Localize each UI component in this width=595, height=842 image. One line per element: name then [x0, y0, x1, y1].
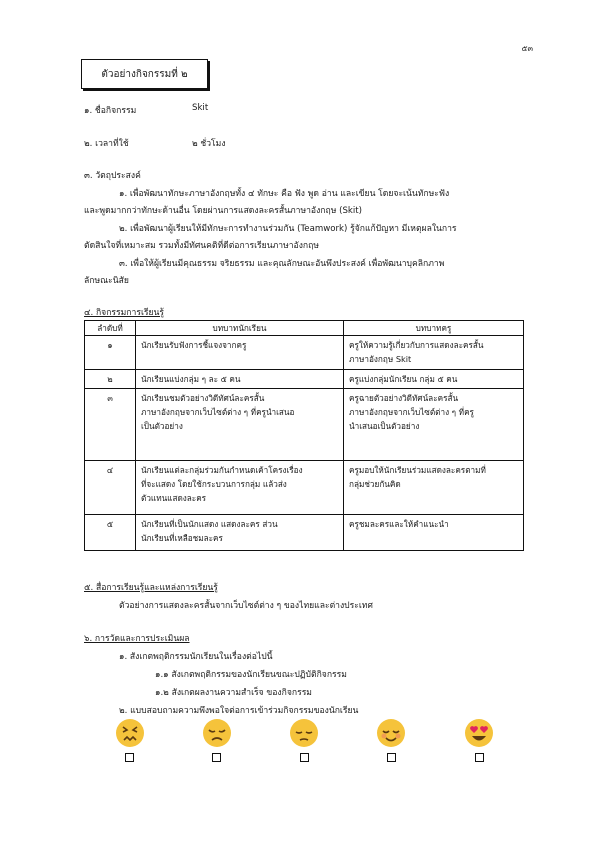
table-row [85, 515, 524, 551]
activities-heading: ๔. กิจกรรมการเรียนรู้ [84, 308, 165, 318]
disappointed-face-icon [202, 718, 232, 748]
rating-checkbox-2[interactable] [212, 753, 221, 762]
objective-3-line-2: ลักษณะนิสัย [84, 276, 129, 286]
cell-line: นำเสนอเป็นตัวอย่าง [349, 421, 420, 431]
row-number: ๒ [85, 370, 136, 389]
relieved-face-icon [376, 718, 406, 748]
activity-title-box [81, 59, 208, 89]
objective-1-line-2: และพูดมากกว่าทักษะด้านอื่น โดยผ่านการแสดงละครสั้นภาษาอังกฤษ (Skit) [84, 206, 362, 216]
objective-2-line-2: ตัดสินใจที่เหมาะสม รวมทั้งมีทัศนคติที่ดีต่อการเรียนภาษาอังกฤษ [84, 241, 319, 251]
row-number: ๕ [85, 515, 136, 551]
evaluation-heading: ๖. การวัดและการประเมินผล [84, 634, 190, 644]
cell-line: เป็นตัวอย่าง [141, 421, 183, 431]
cell-line: นักเรียนที่เหลือชมละคร [141, 533, 223, 543]
cell-line: ตัวแทนแสดงละคร [141, 493, 207, 503]
cell-line: นักเรียนรับฟังการชี้แจงจากครู [141, 340, 247, 350]
header-teacher-role: บทบาทครู [344, 321, 524, 336]
cell-line: นักเรียนแบ่งกลุ่ม ๆ ละ ๕ คน [141, 374, 241, 384]
table-row [85, 336, 524, 370]
evaluation-item-1-1: ๑.๑ สังเกตพฤติกรรมของนักเรียนขณะปฏิบัติกิจกรรม [155, 670, 347, 680]
teacher-role-cell [344, 389, 524, 461]
activity-title: ตัวอย่างกิจกรรมที่ ๒ [101, 68, 188, 80]
teacher-role-cell [344, 336, 524, 370]
row-number: ๓ [85, 389, 136, 461]
cell-line: ครูฉายตัวอย่างวิดีทัศน์ละครสั้น [349, 393, 459, 403]
teacher-role-cell [344, 461, 524, 515]
page-number: ๕๓ [521, 44, 533, 53]
cell-line: กลุ่มช่วยกันคิด [349, 479, 401, 489]
teacher-role-cell [344, 370, 524, 389]
cell-line: ภาษาอังกฤษจากเว็บไซต์ต่าง ๆ ที่ครูนำเสนอ [141, 407, 295, 417]
rating-checkbox-5[interactable] [475, 753, 484, 762]
student-role-cell [136, 336, 344, 370]
cell-line: ครูมอบให้นักเรียนร่วมแสดงละครตามที่ [349, 465, 486, 475]
evaluation-item-1-2: ๑.๒ สังเกตผลงานความสำเร็จ ของกิจกรรม [155, 688, 312, 698]
activity-name-value: Skit [192, 103, 209, 113]
cell-line: ที่จะแสดง โดยใช้กระบวนการกลุ่ม แล้วส่ง [141, 479, 287, 489]
cell-line: นักเรียนแต่ละกลุ่มร่วมกันกำหนดเค้าโครงเรื่อง [141, 465, 303, 475]
time-value: ๒ ชั่วโมง [192, 139, 226, 149]
table-row [85, 461, 524, 515]
cell-line: ครูชมละครและให้คำแนะนำ [349, 519, 449, 529]
row-number: ๑ [85, 336, 136, 370]
heart-eyes-face-icon [464, 718, 494, 748]
row-number: ๔ [85, 461, 136, 515]
cell-line: ภาษาอังกฤษจากเว็บไซต์ต่าง ๆ ที่ครู [349, 407, 474, 417]
activities-table [84, 320, 524, 551]
confounded-face-icon [115, 718, 145, 748]
cell-line: นักเรียนที่เป็นนักแสดง แสดงละคร ส่วน [141, 519, 278, 529]
table-row [85, 389, 524, 461]
student-role-cell [136, 461, 344, 515]
header-order: ลำดับที่ [85, 321, 136, 336]
student-role-cell [136, 515, 344, 551]
student-role-cell [136, 389, 344, 461]
time-label: ๒. เวลาที่ใช้ [84, 139, 129, 149]
rating-checkbox-3[interactable] [300, 753, 309, 762]
objective-2-line-1: ๒. เพื่อพัฒนาผู้เรียนให้มีทักษะการทำงานร่วมกัน (Teamwork) รู้จักแก้ปัญหา มีเหตุผลในการ [119, 224, 457, 234]
evaluation-item-2: ๒. แบบสอบถามความพึงพอใจต่อการเข้าร่วมกิจกรรมของนักเรียน [119, 706, 359, 716]
cell-line: นักเรียนชมตัวอย่างวิดีทัศน์ละครสั้น [141, 393, 265, 403]
rating-checkbox-1[interactable] [125, 753, 134, 762]
rating-checkbox-4[interactable] [387, 753, 396, 762]
cell-line: ภาษาอังกฤษ Skit [349, 354, 412, 364]
student-role-cell [136, 370, 344, 389]
activity-name-label: ๑. ชื่อกิจกรรม [84, 106, 137, 116]
header-student-role: บทบาทนักเรียน [136, 321, 344, 336]
table-header-row [85, 321, 524, 336]
media-heading: ๕. สื่อการเรียนรู้และแหล่งการเรียนรู้ [84, 583, 218, 593]
cell-line: ครูให้ความรู้เกี่ยวกับการแสดงละครสั้น [349, 340, 484, 350]
pensive-face-icon [289, 718, 319, 748]
objectives-heading: ๓. วัตถุประสงค์ [84, 171, 141, 181]
table-row [85, 370, 524, 389]
objective-1-line-1: ๑. เพื่อพัฒนาทักษะภาษาอังกฤษทั้ง ๔ ทักษะ คือ ฟัง พูด อ่าน และเขียน โดยจะเน้นทักษะฟัง [119, 189, 450, 199]
evaluation-item-1: ๑. สังเกตพฤติกรรมนักเรียนในเรื่องต่อไปนี้ [119, 652, 273, 662]
objective-3-line-1: ๓. เพื่อให้ผู้เรียนมีคุณธรรม จริยธรรม และคุณลักษณะอันพึงประสงค์ เพื่อพัฒนาบุคลิกภาพ [119, 259, 445, 269]
media-line: ตัวอย่างการแสดงละครสั้นจากเว็บไซต์ต่าง ๆ ของไทยและต่างประเทศ [119, 601, 373, 611]
teacher-role-cell [344, 515, 524, 551]
cell-line: ครูแบ่งกลุ่มนักเรียน กลุ่ม ๕ คน [349, 374, 458, 384]
